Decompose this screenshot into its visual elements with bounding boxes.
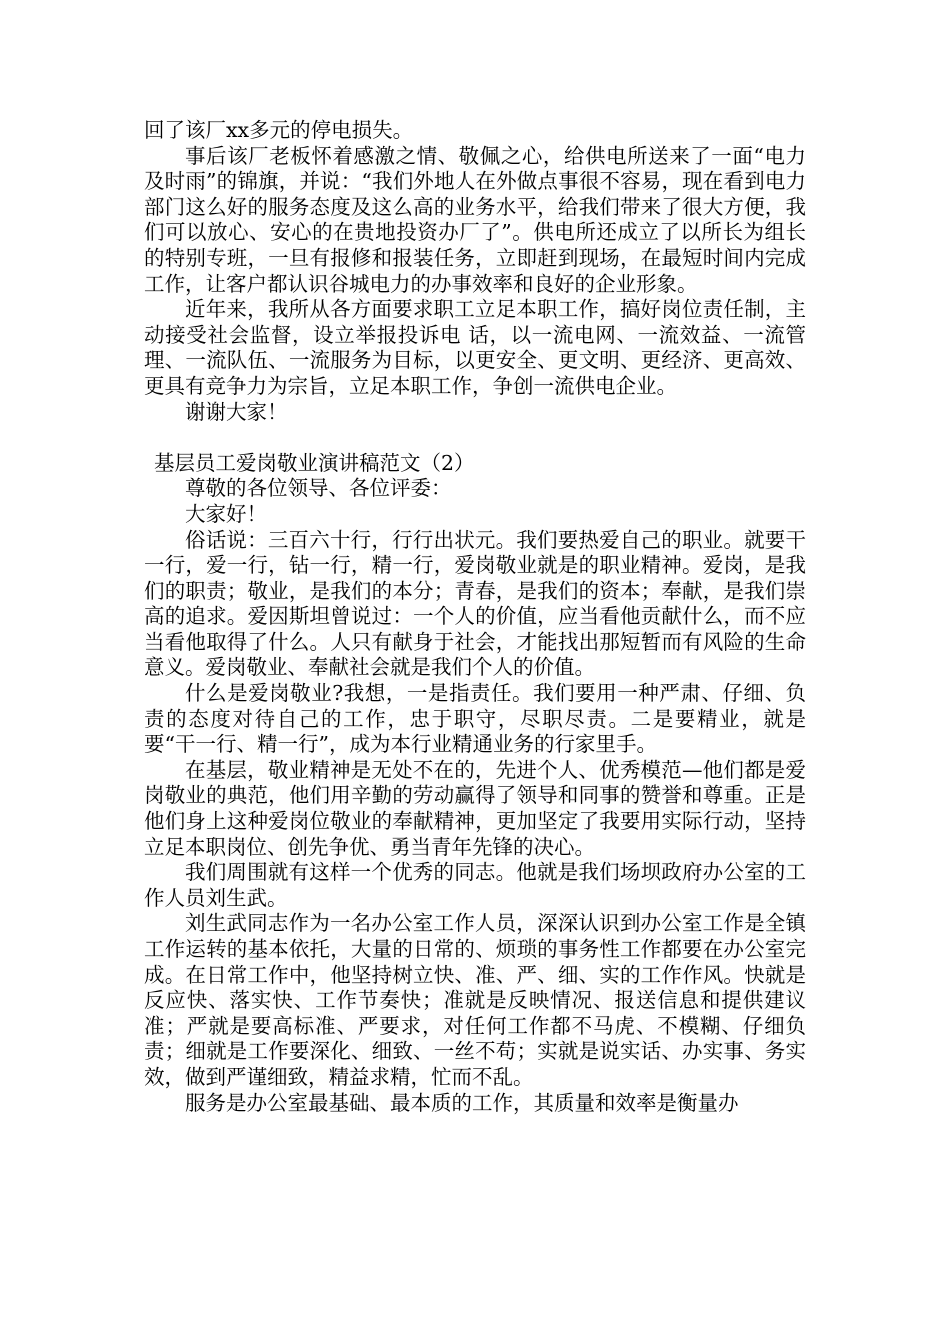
- paragraph-liu-shengwu: 刘生武同志作为一名办公室工作人员，深深认识到办公室工作是全镇工作运转的基本依托，大量的日常的、烦琐的事务性工作都要在办公室完成。在日常工作中，他坚持树立快、准、严、细、实的工作作风。快就是反应快、落实快、工作节奏快；准就是反映情况、报送信息和提供建议准；严就是要高标准、严要求，对任何工作都不马虎、不模糊、仔细负责；细就是工作要深化、细致、一丝不苟；实就是说实话、办实事、务实效，做到严谨细致，精益求精，忙而不乱。: [144, 911, 806, 1089]
- paragraph-recent-years: 近年来，我所从各方面要求职工立足本职工作，搞好岗位责任制，主动接受社会监督，设立举报投诉电 话，以一流电网、一流效益、一流管理、一流队伍、一流服务为目标，以更安全、更文明、更经济、更高效、更具有竞争力为宗旨，立足本职工作，争创一流供电企业。: [144, 297, 806, 398]
- paragraph-factory-thanks: 事后该厂老板怀着感激之情、敬佩之心，给供电所送来了一面“电力及时雨”的锦旗，并说：“我们外地人在外做点事很不容易，现在看到电力部门这么好的服务态度及这么高的业务水平，给我们带来了很大方便，我们可以放心、安心的在贵地投资办厂了”。供电所还成立了以所长为组长的特别专班，一旦有报修和报装任务，立即赶到现场，在最短时间内完成工作，让客户都认识谷城电力的办事效率和良好的企业形象。: [144, 143, 806, 296]
- paragraph-greeting: 大家好！: [185, 501, 267, 526]
- paragraph-what-is-dedication: 什么是爱岗敬业?我想，一是指责任。我们要用一种严肃、仔细、负责的态度对待自己的工作，忠于职守，尽职尽责。二是要精业，就是要“干一行、精一行”，成为本行业精通业务的行家里手。: [144, 681, 806, 757]
- paragraph-grassroots: 在基层，敬业精神是无处不在的，先进个人、优秀模范—他们都是爱岗敬业的典范，他们用辛勤的劳动赢得了领导和同事的赞誉和尊重。正是他们身上这种爱岗位敬业的奉献精神，更加坚定了我要用实际行动，坚持立足本职岗位、创先争优、勇当青年先锋的决心。: [144, 757, 806, 859]
- document-page: [144, 118, 806, 1116]
- paragraph-thank-you: 谢谢大家！: [185, 399, 288, 424]
- paragraph-service: 服务是办公室最基础、最本质的工作，其质量和效率是衡量办: [185, 1090, 739, 1115]
- paragraph-salutation: 尊敬的各位领导、各位评委：: [185, 476, 452, 501]
- paragraph-colleague-intro: 我们周围就有这样一个优秀的同志。他就是我们场坝政府办公室的工作人员刘生武。: [144, 860, 806, 910]
- section-spacer: [144, 425, 806, 451]
- paragraph-proverb: 俗话说：三百六十行，行行出状元。我们要热爱自己的职业。就要干一行，爱一行，钻一行，精一行，爱岗敬业就是的职业精神。爱岗，是我们的职责；敬业，是我们的本分；青春，是我们的资本；奉献，是我们崇高的追求。爱因斯坦曾说过：一个人的价值，应当看他贡献什么，而不应当看他取得了什么。人只有献身于社会，才能找出那短暂而有风险的生命意义。爱岗敬业、奉献社会就是我们个人的价值。: [144, 527, 806, 680]
- paragraph-continuation: 回了该厂xx多元的停电损失。: [144, 118, 414, 142]
- section-heading: 基层员工爱岗敬业演讲稿范文（2）: [154, 450, 475, 475]
